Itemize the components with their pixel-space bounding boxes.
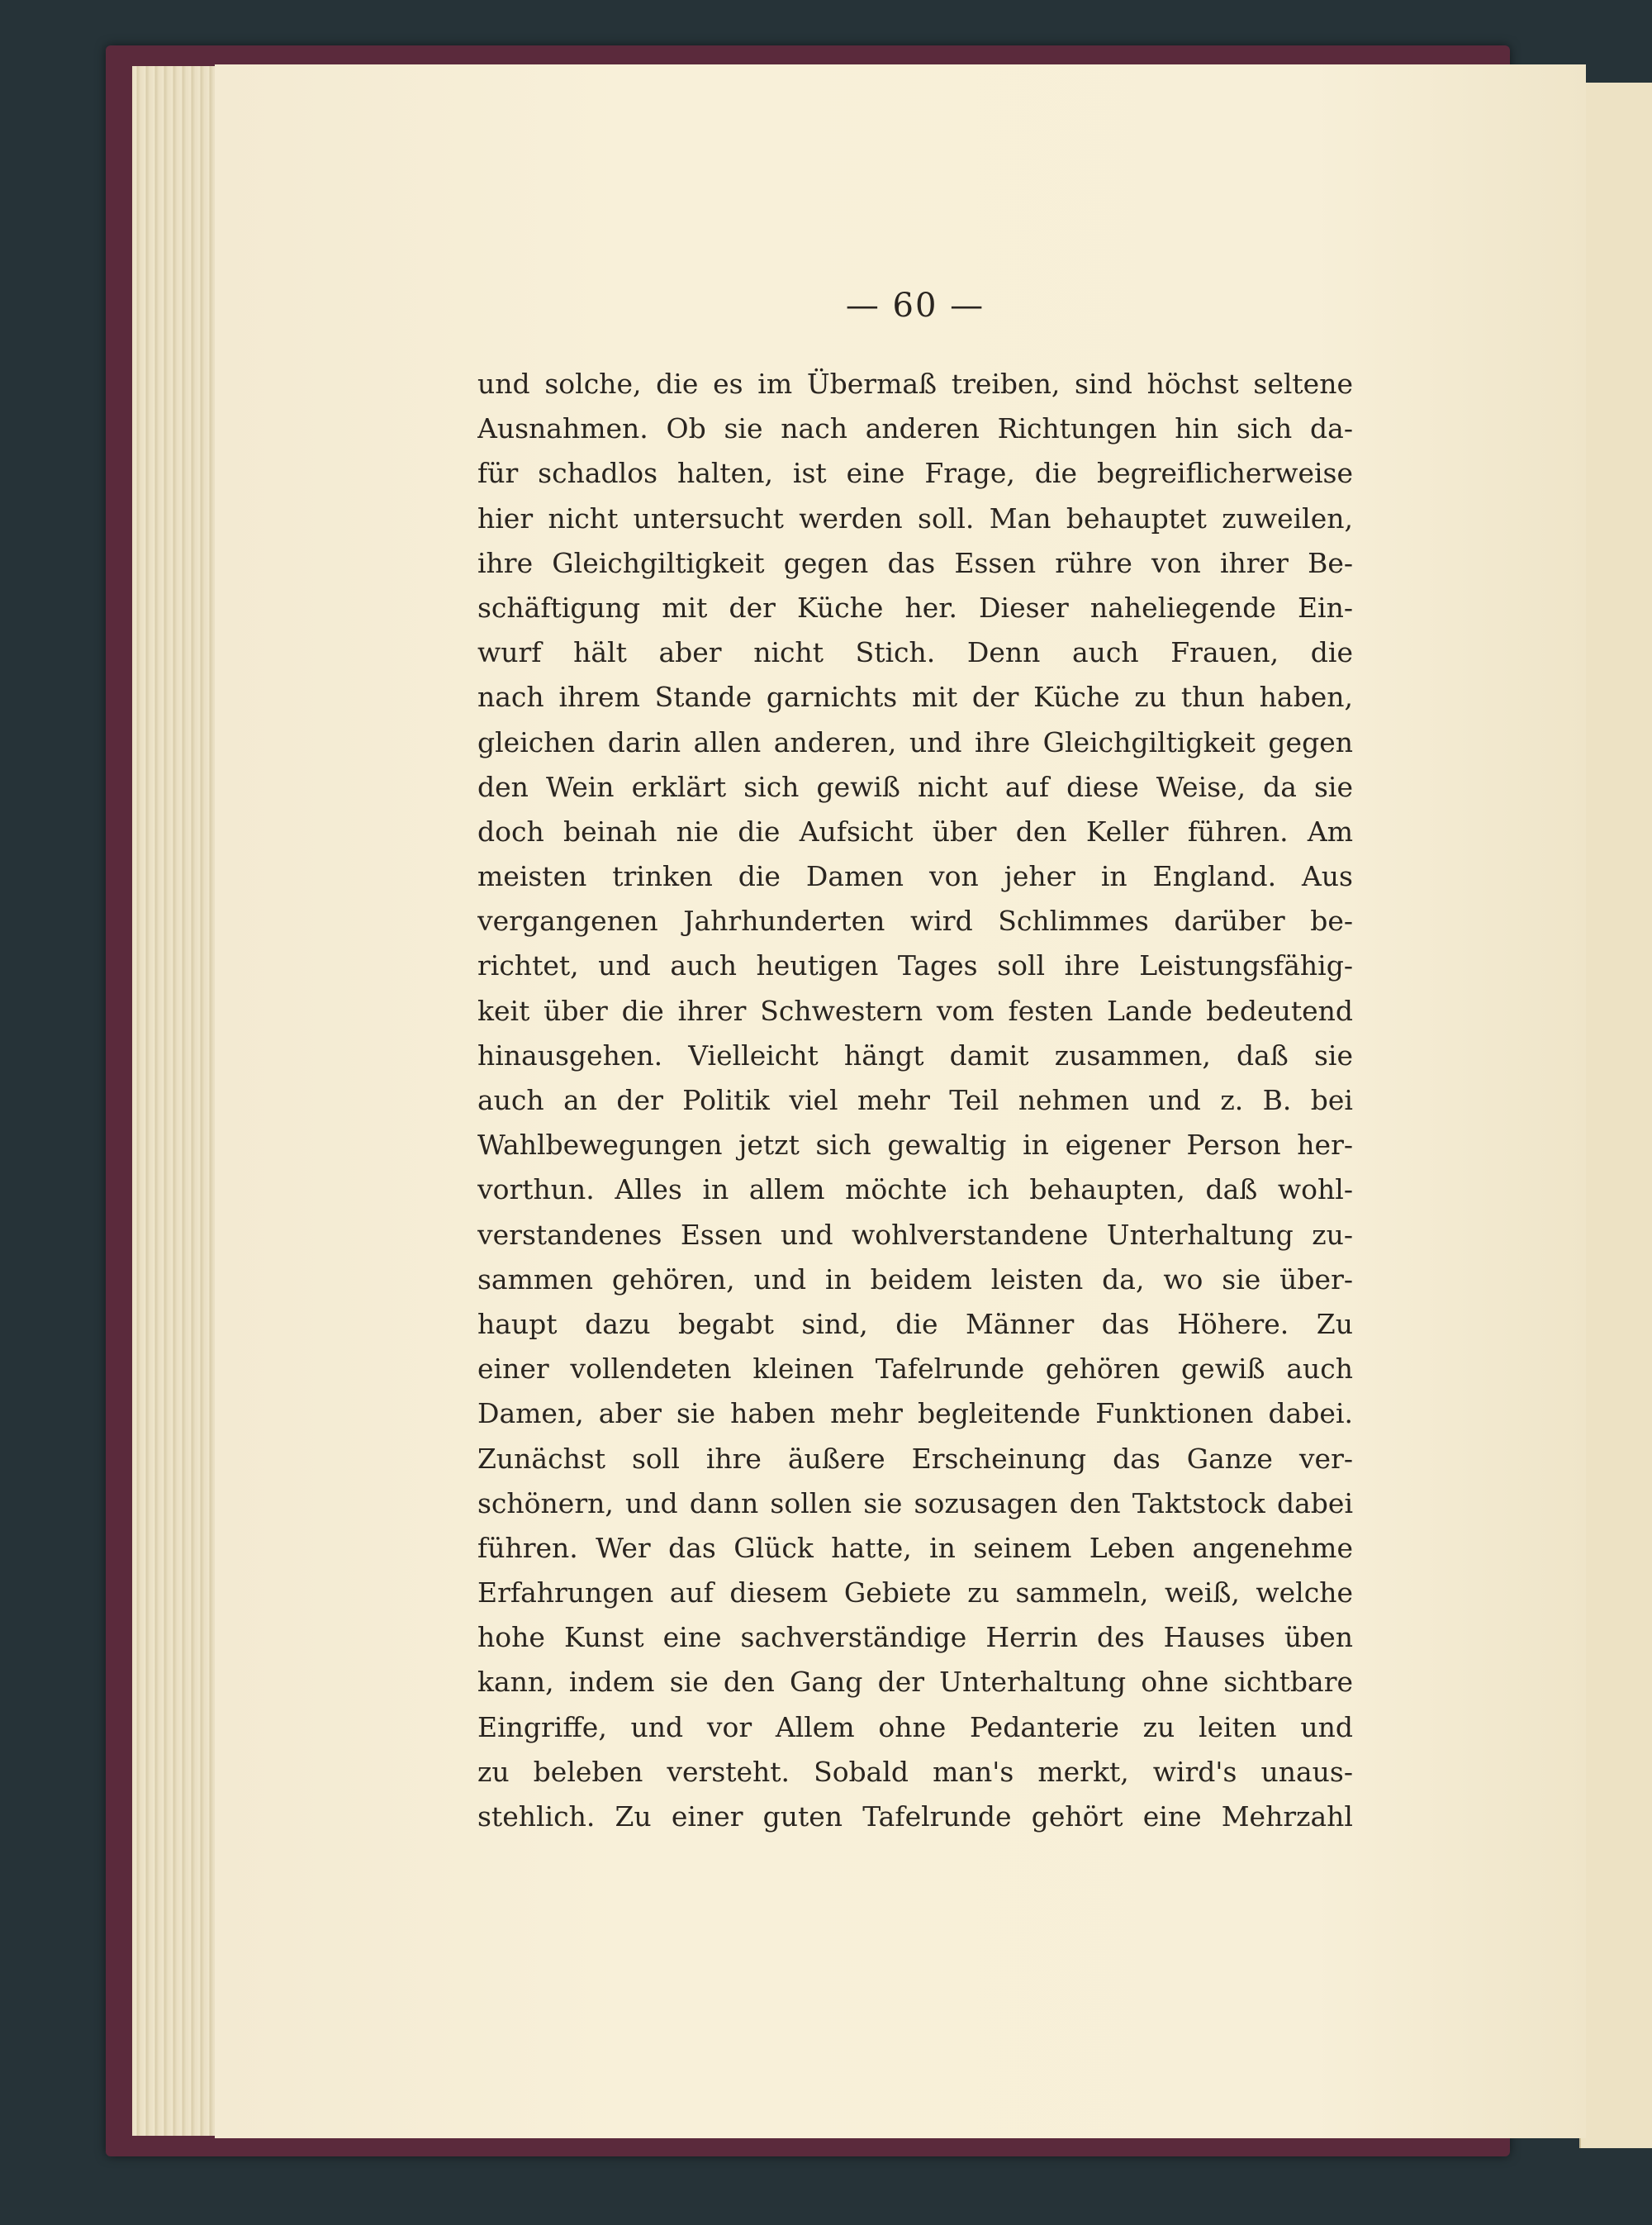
text-line: zu beleben versteht. Sobald man's merkt, wird's unaus- xyxy=(477,1755,1353,1788)
text-line: hier nicht untersucht werden soll. Man behauptet zuweilen, xyxy=(477,502,1353,535)
text-line: richtet, und auch heutigen Tages soll ihre Leistungsfähig- xyxy=(477,949,1353,982)
text-line: sammen gehören, und in beidem leisten da, wo sie über- xyxy=(477,1262,1353,1296)
text-line: für schadlos halten, ist eine Frage, die begreiflicherweise xyxy=(477,457,1353,490)
text-line: Zunächst soll ihre äußere Erscheinung das Ganze ver- xyxy=(477,1442,1353,1475)
text-line: hinausgehen. Vielleicht hängt damit zusammen, daß sie xyxy=(477,1039,1353,1072)
text-line: haupt dazu begabt sind, die Männer das Höhere. Zu xyxy=(477,1307,1353,1340)
text-line: Erfahrungen auf diesem Gebiete zu sammeln, weiß, welche xyxy=(477,1576,1353,1609)
text-line: führen. Wer das Glück hatte, in seinem Leben angenehme xyxy=(477,1531,1353,1564)
text-line: vorthun. Alles in allem möchte ich behaupten, daß wohl- xyxy=(477,1173,1353,1206)
text-line: vergangenen Jahrhunderten wird Schlimmes darüber be- xyxy=(477,905,1353,938)
next-page-edge xyxy=(1579,83,1652,2148)
text-line: den Wein erklärt sich gewiß nicht auf diese Weise, da sie xyxy=(477,770,1353,803)
text-line: wurf hält aber nicht Stich. Denn auch Frauen, die xyxy=(477,636,1353,669)
text-line: keit über die ihrer Schwestern vom festen Lande bedeutend xyxy=(477,994,1353,1027)
text-line: schäftigung mit der Küche her. Dieser naheliegende Ein- xyxy=(477,591,1353,624)
text-line: kann, indem sie den Gang der Unterhaltung ohne sichtbare xyxy=(477,1666,1353,1699)
text-line: meisten trinken die Damen von jeher in England. Aus xyxy=(477,860,1353,893)
text-line: einer vollendeten kleinen Tafelrunde gehören gewiß auch xyxy=(477,1353,1353,1386)
text-line: auch an der Politik viel mehr Teil nehmen und z. B. bei xyxy=(477,1084,1353,1116)
text-line: verstandenes Essen und wohlverstandene Unterhaltung zu- xyxy=(477,1218,1353,1251)
page-number: — 60 — xyxy=(845,287,985,325)
text-line: doch beinah nie die Aufsicht über den Keller führen. Am xyxy=(477,815,1353,848)
text-line: und solche, die es im Übermaß treiben, sind höchst seltene xyxy=(477,368,1353,400)
text-line: Wahlbewegungen jetzt sich gewaltig in eigener Person her- xyxy=(477,1129,1353,1162)
text-line: hohe Kunst eine sachverständige Herrin des Hauses üben xyxy=(477,1621,1353,1654)
text-line: Eingriffe, und vor Allem ohne Pedanterie zu leiten und xyxy=(477,1710,1353,1743)
text-line: ihre Gleichgiltigkeit gegen das Essen rühre von ihrer Be- xyxy=(477,546,1353,579)
text-line: nach ihrem Stande garnichts mit der Küche zu thun haben, xyxy=(477,681,1353,714)
text-line: Ausnahmen. Ob sie nach anderen Richtungen hin sich da- xyxy=(477,412,1353,445)
text-line: gleichen darin allen anderen, und ihre Gleichgiltigkeit gegen xyxy=(477,725,1353,758)
text-line: Damen, aber sie haben mehr begleitende Funktionen dabei. xyxy=(477,1397,1353,1430)
text-line: schönern, und dann sollen sie sozusagen den Taktstock dabei xyxy=(477,1486,1353,1519)
body-text xyxy=(477,362,1353,1839)
text-line: stehlich. Zu einer guten Tafelrunde gehört eine Mehrzahl xyxy=(477,1800,1353,1833)
